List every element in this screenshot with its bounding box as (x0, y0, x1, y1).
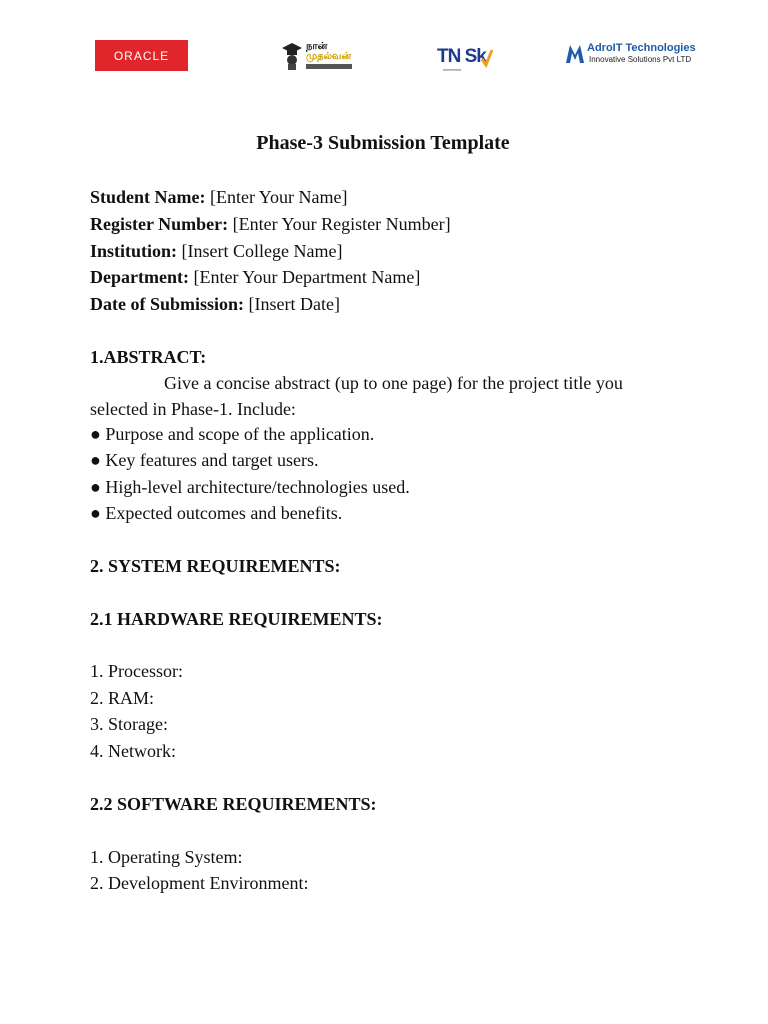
list-item: 4. Network: (90, 741, 176, 761)
adroit-logo-tagline: Innovative Solutions Pvt LTD (589, 55, 692, 64)
list-item: 3. Storage: (90, 714, 168, 734)
list-item: 1. Processor: (90, 661, 183, 681)
field-value: [Enter Your Department Name] (188, 267, 421, 287)
bullet-item: ● Key features and target users. (90, 450, 319, 470)
abstract-paragraph-line2: selected in Phase-1. Include: (90, 399, 296, 419)
department-field (90, 266, 420, 288)
tn-skill-logo-subtext: ━━━━━ (443, 68, 462, 74)
naan-mudhalvan-logo (281, 38, 353, 72)
check-swoosh-icon (481, 48, 493, 68)
adroit-mark-icon (566, 43, 584, 63)
system-requirements-heading: 2. SYSTEM REQUIREMENTS: (90, 556, 341, 576)
abstract-paragraph-line1: Give a concise abstract (up to one page) for the project title you (164, 373, 623, 393)
field-value: [Insert Date] (244, 294, 340, 314)
naan-logo-banner (306, 64, 352, 69)
field-label: Register Number: (90, 214, 229, 234)
oracle-logo-text: ORACLE (113, 48, 170, 63)
bullet-item: ● Purpose and scope of the application. (90, 424, 375, 444)
field-value: [Enter Your Register Number] (228, 214, 451, 234)
list-item: 2. RAM: (90, 688, 155, 708)
field-label: Department: (90, 267, 189, 287)
institution-field (90, 240, 342, 262)
document-title: Phase-3 Submission Template (256, 132, 510, 154)
adroit-logo (566, 38, 706, 68)
oracle-logo (95, 40, 188, 71)
naan-logo-line1: நான் (306, 41, 328, 52)
field-label: Date of Submission: (90, 294, 245, 314)
field-value: [Insert College Name] (177, 241, 343, 261)
logo-bar (0, 32, 768, 82)
student-name-field (90, 186, 347, 208)
field-label: Institution: (90, 241, 178, 261)
bullet-item: ● High-level architecture/technologies used. (90, 477, 410, 497)
tn-skill-logo (437, 46, 493, 76)
software-requirements-heading: 2.2 SOFTWARE REQUIREMENTS: (90, 794, 377, 814)
bullet-item: ● Expected outcomes and benefits. (90, 503, 343, 523)
naan-logo-line2: முதல்வன் (306, 51, 352, 62)
register-number-field (90, 213, 451, 235)
tn-skill-logo-text: TN Sk (437, 46, 486, 67)
field-value: [Enter Your Name] (205, 187, 348, 207)
hardware-requirements-heading: 2.1 HARDWARE REQUIREMENTS: (90, 609, 383, 629)
abstract-heading: 1.ABSTRACT: (90, 347, 207, 367)
list-item: 2. Development Environment: (90, 873, 309, 893)
graduation-cap-icon (281, 40, 303, 70)
adroit-logo-name: AdroIT Technologies (587, 42, 696, 54)
list-item: 1. Operating System: (90, 847, 243, 867)
date-of-submission-field (90, 293, 340, 315)
field-label: Student Name: (90, 187, 206, 207)
